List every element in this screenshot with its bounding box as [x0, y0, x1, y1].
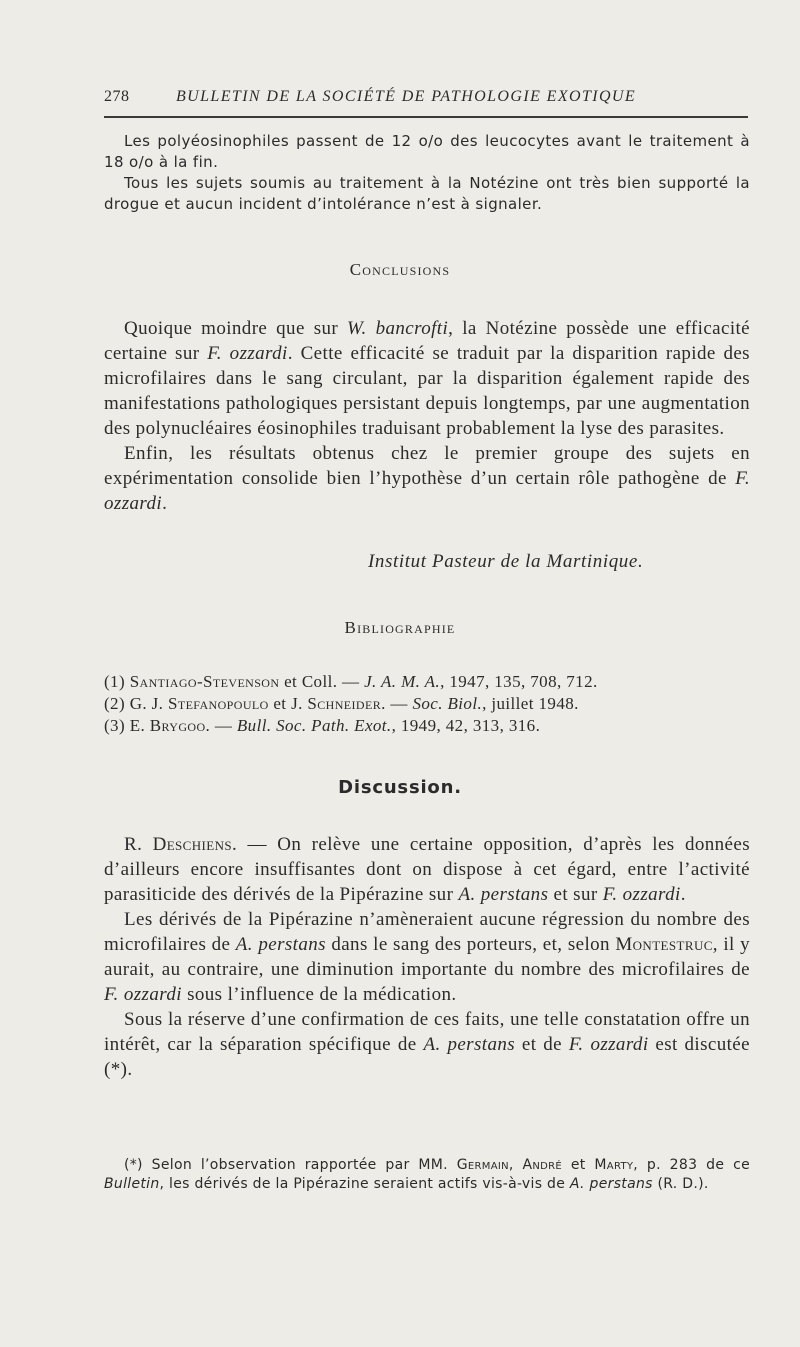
- text-run: sous l’influence de la médication.: [181, 984, 457, 1005]
- text-run: et de: [515, 1034, 569, 1055]
- text-run: Les dérivés de la Pipérazine n’amèneraient aucune régression du nombre des microfilaires de: [104, 909, 750, 955]
- discussion-paragraph-2: [104, 907, 750, 1007]
- species-name: W. bancrofti: [347, 318, 449, 339]
- text-run: et: [562, 1157, 595, 1173]
- species-name: F. ozzardi: [602, 884, 681, 905]
- author-name: Germain, André: [456, 1157, 563, 1173]
- species-name: F. ozzardi: [104, 468, 750, 514]
- species-name: A. perstans: [569, 1176, 653, 1192]
- text-run: Quoique moindre que sur: [124, 318, 348, 339]
- ref-journal: Soc. Biol.: [412, 694, 483, 713]
- text-run: . — On relève une certaine opposition, d’après les données d’ailleurs encore insuffisantes dont on dispose à cet égard, entre l’activité parasiticide des dérivés de la Pipérazine sur: [104, 834, 751, 905]
- bibliography-item: [104, 715, 750, 737]
- species-name: F. ozzardi: [568, 1034, 649, 1055]
- ref-number: (1): [104, 672, 130, 691]
- text-run: (R. D.).: [652, 1176, 709, 1192]
- discussion-heading: Discussion.: [338, 777, 462, 798]
- discussion-paragraph-1: [104, 832, 750, 907]
- ref-author: G. J. Stefanopoulo: [129, 694, 269, 713]
- conclusions-paragraph-1: [104, 316, 750, 441]
- text-run: .: [162, 493, 168, 514]
- bibliography-item: [104, 693, 750, 715]
- conclusions-paragraph-2: [104, 441, 750, 516]
- discussion-paragraph-3: [104, 1007, 750, 1082]
- text-run: , la Notézine possède une efficacité certaine sur: [104, 318, 751, 364]
- ref-journal: Bull. Soc. Path. Exot.: [236, 716, 392, 735]
- text-run: , il y aurait, au contraire, une diminution importante du nombre des microfilaires de: [104, 934, 750, 980]
- ref-author: J. Schneider: [291, 694, 382, 713]
- page-number: 278: [104, 88, 130, 105]
- species-name: A. perstans: [458, 884, 549, 905]
- text-run: et Coll. —: [279, 672, 365, 691]
- institution-signature: Institut Pasteur de la Martinique.: [368, 551, 644, 572]
- bibliography-list: [104, 671, 750, 737]
- ref-details: , 1949, 42, 313, 316.: [391, 716, 541, 735]
- text-run: , les dérivés de la Pipérazine seraient actifs vis-à-vis de: [159, 1176, 570, 1192]
- ref-journal: J. A. M. A.: [364, 672, 441, 691]
- text-run: , p. 283 de ce: [633, 1157, 751, 1173]
- text-run: . —: [205, 716, 237, 735]
- footnote-text: [104, 1156, 750, 1194]
- author-name: Marty: [594, 1157, 634, 1173]
- ref-number: (3): [104, 716, 130, 735]
- results-line-1: Les polyéosinophiles passent de 12 o/o des leucocytes avant le traitement à 18 o/o à la fin.: [104, 132, 750, 171]
- species-name: A. perstans: [423, 1034, 516, 1055]
- ref-details: , juillet 1948.: [482, 694, 579, 713]
- discussant-name: R. Deschiens: [124, 834, 233, 855]
- text-run: .: [680, 884, 686, 905]
- text-run: Sous la réserve d’une confirmation de ces faits, une telle constatation offre un intérêt, car la séparation spécifique de: [104, 1009, 750, 1055]
- discussion-body: [104, 832, 750, 1082]
- journal-name: Bulletin: [104, 1176, 160, 1192]
- text-run: (*) Selon l’observation rapportée par MM.: [124, 1157, 457, 1173]
- author-name: Montestruc: [615, 934, 713, 955]
- ref-author: E. Brygoo: [129, 716, 206, 735]
- conclusions-body: [104, 316, 750, 516]
- species-name: A. perstans: [235, 934, 326, 955]
- text-run: . Cette efficacité se traduit par la disparition rapide des microfilaires dans le sang circulant, par la disparition également rapide des manifestations pathologiques persistant depuis longtemps, par une augmentation des polynucléaires éosinophiles traduisant probablement la lyse des parasites.: [104, 343, 750, 439]
- conclusions-heading: Conclusions: [349, 260, 451, 279]
- running-header: [104, 88, 748, 112]
- results-paragraphs: [104, 131, 750, 215]
- journal-title: BULLETIN DE LA SOCIÉTÉ DE PATHOLOGIE EXOTIQUE: [176, 88, 637, 105]
- results-line-2: Tous les sujets soumis au traitement à la Notézine ont très bien supporté la drogue et aucun incident d’intolérance n’est à signaler.: [104, 174, 750, 213]
- text-run: et sur: [548, 884, 603, 905]
- ref-author: Santiago-Stevenson: [129, 672, 280, 691]
- bibliography-heading: Bibliographie: [344, 618, 456, 637]
- text-run: dans le sang des porteurs, et, selon: [325, 934, 616, 955]
- text-run: est discutée (*).: [104, 1034, 750, 1080]
- footnote: [104, 1156, 750, 1194]
- species-name: F. ozzardi: [207, 343, 288, 364]
- bibliography-item: [104, 671, 750, 693]
- ref-details: , 1947, 135, 708, 712.: [440, 672, 598, 691]
- species-name: F. ozzardi: [104, 984, 182, 1005]
- ref-number: (2): [104, 694, 130, 713]
- header-rule: [104, 116, 748, 118]
- text-run: . —: [381, 694, 413, 713]
- text-run: Enfin, les résultats obtenus chez le premier groupe des sujets en expérimentation consolide bien l’hypothèse d’un certain rôle pathogène de: [104, 443, 750, 489]
- text-run: et: [268, 694, 292, 713]
